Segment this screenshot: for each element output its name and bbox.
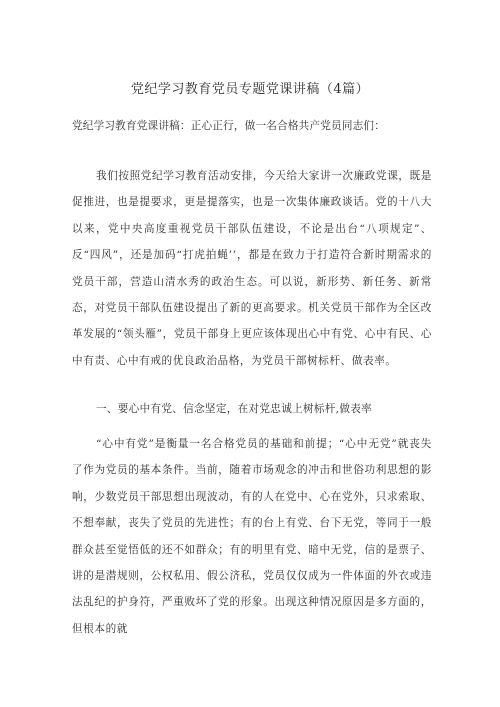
document-title: 党纪学习教育党员专题党课讲稿（4篇） bbox=[130, 82, 370, 97]
paragraph-1-text: 我们按照党纪学习教育活动安排，今天给大家讲一次廉政党课，既是促推进，也是提要求，更是提落实，也是一次集体廉政谈话。党的十八大以来，党中央高度重视党员干部队伍建设，不论是出台“八项规定”、反“四风”，还是加码“打虎拍蝇’’，都是在致力于打造符合新时期需求的党员干部，营造山清水秀的政治生态。可以说，新形势、新任务、新常态，对党员干部队伍建设提出了新的更高要求。机关党员干部作为全区改革发展的“领头雁”，党员干部身上更应该体现出心中有党、心中有民、心中有责、心中有戒的优良政治品格，为党员干部树标杆、做表率。 bbox=[72, 170, 432, 367]
section-heading: 一、要心中有党、信念坚定，在对党忠诚上树标杆,做表率 bbox=[96, 403, 373, 415]
body-paragraph-2 bbox=[72, 431, 432, 642]
paragraph-2-text: “心中有党”是衡量一名合格党员的基础和前提；“心中无党”就丧失了作为党员的基本条件。当前，随着市场观念的冲击和世俗功利思想的影响，少数党员干部思想出现波动，有的人在党中、心在党外，只求索取、不想奉献，丧失了党员的先进性；有的台上有党、台下无党，等同于一般群众甚至觉悟低的还不如群众；有的明里有党、暗中无党，信的是票子、讲的是潜规则，公权私用、假公济私，党员仅仅成为一件体面的外衣或违法乱纪的护身符，严重败坏了党的形象。出现这种情况原因是多方面的，但根本的就 bbox=[72, 438, 432, 635]
document-subtitle: 党纪学习教育党课讲稿：正心正行，做一名合格共产党员同志们： bbox=[72, 120, 386, 132]
body-paragraph-1 bbox=[72, 163, 432, 374]
